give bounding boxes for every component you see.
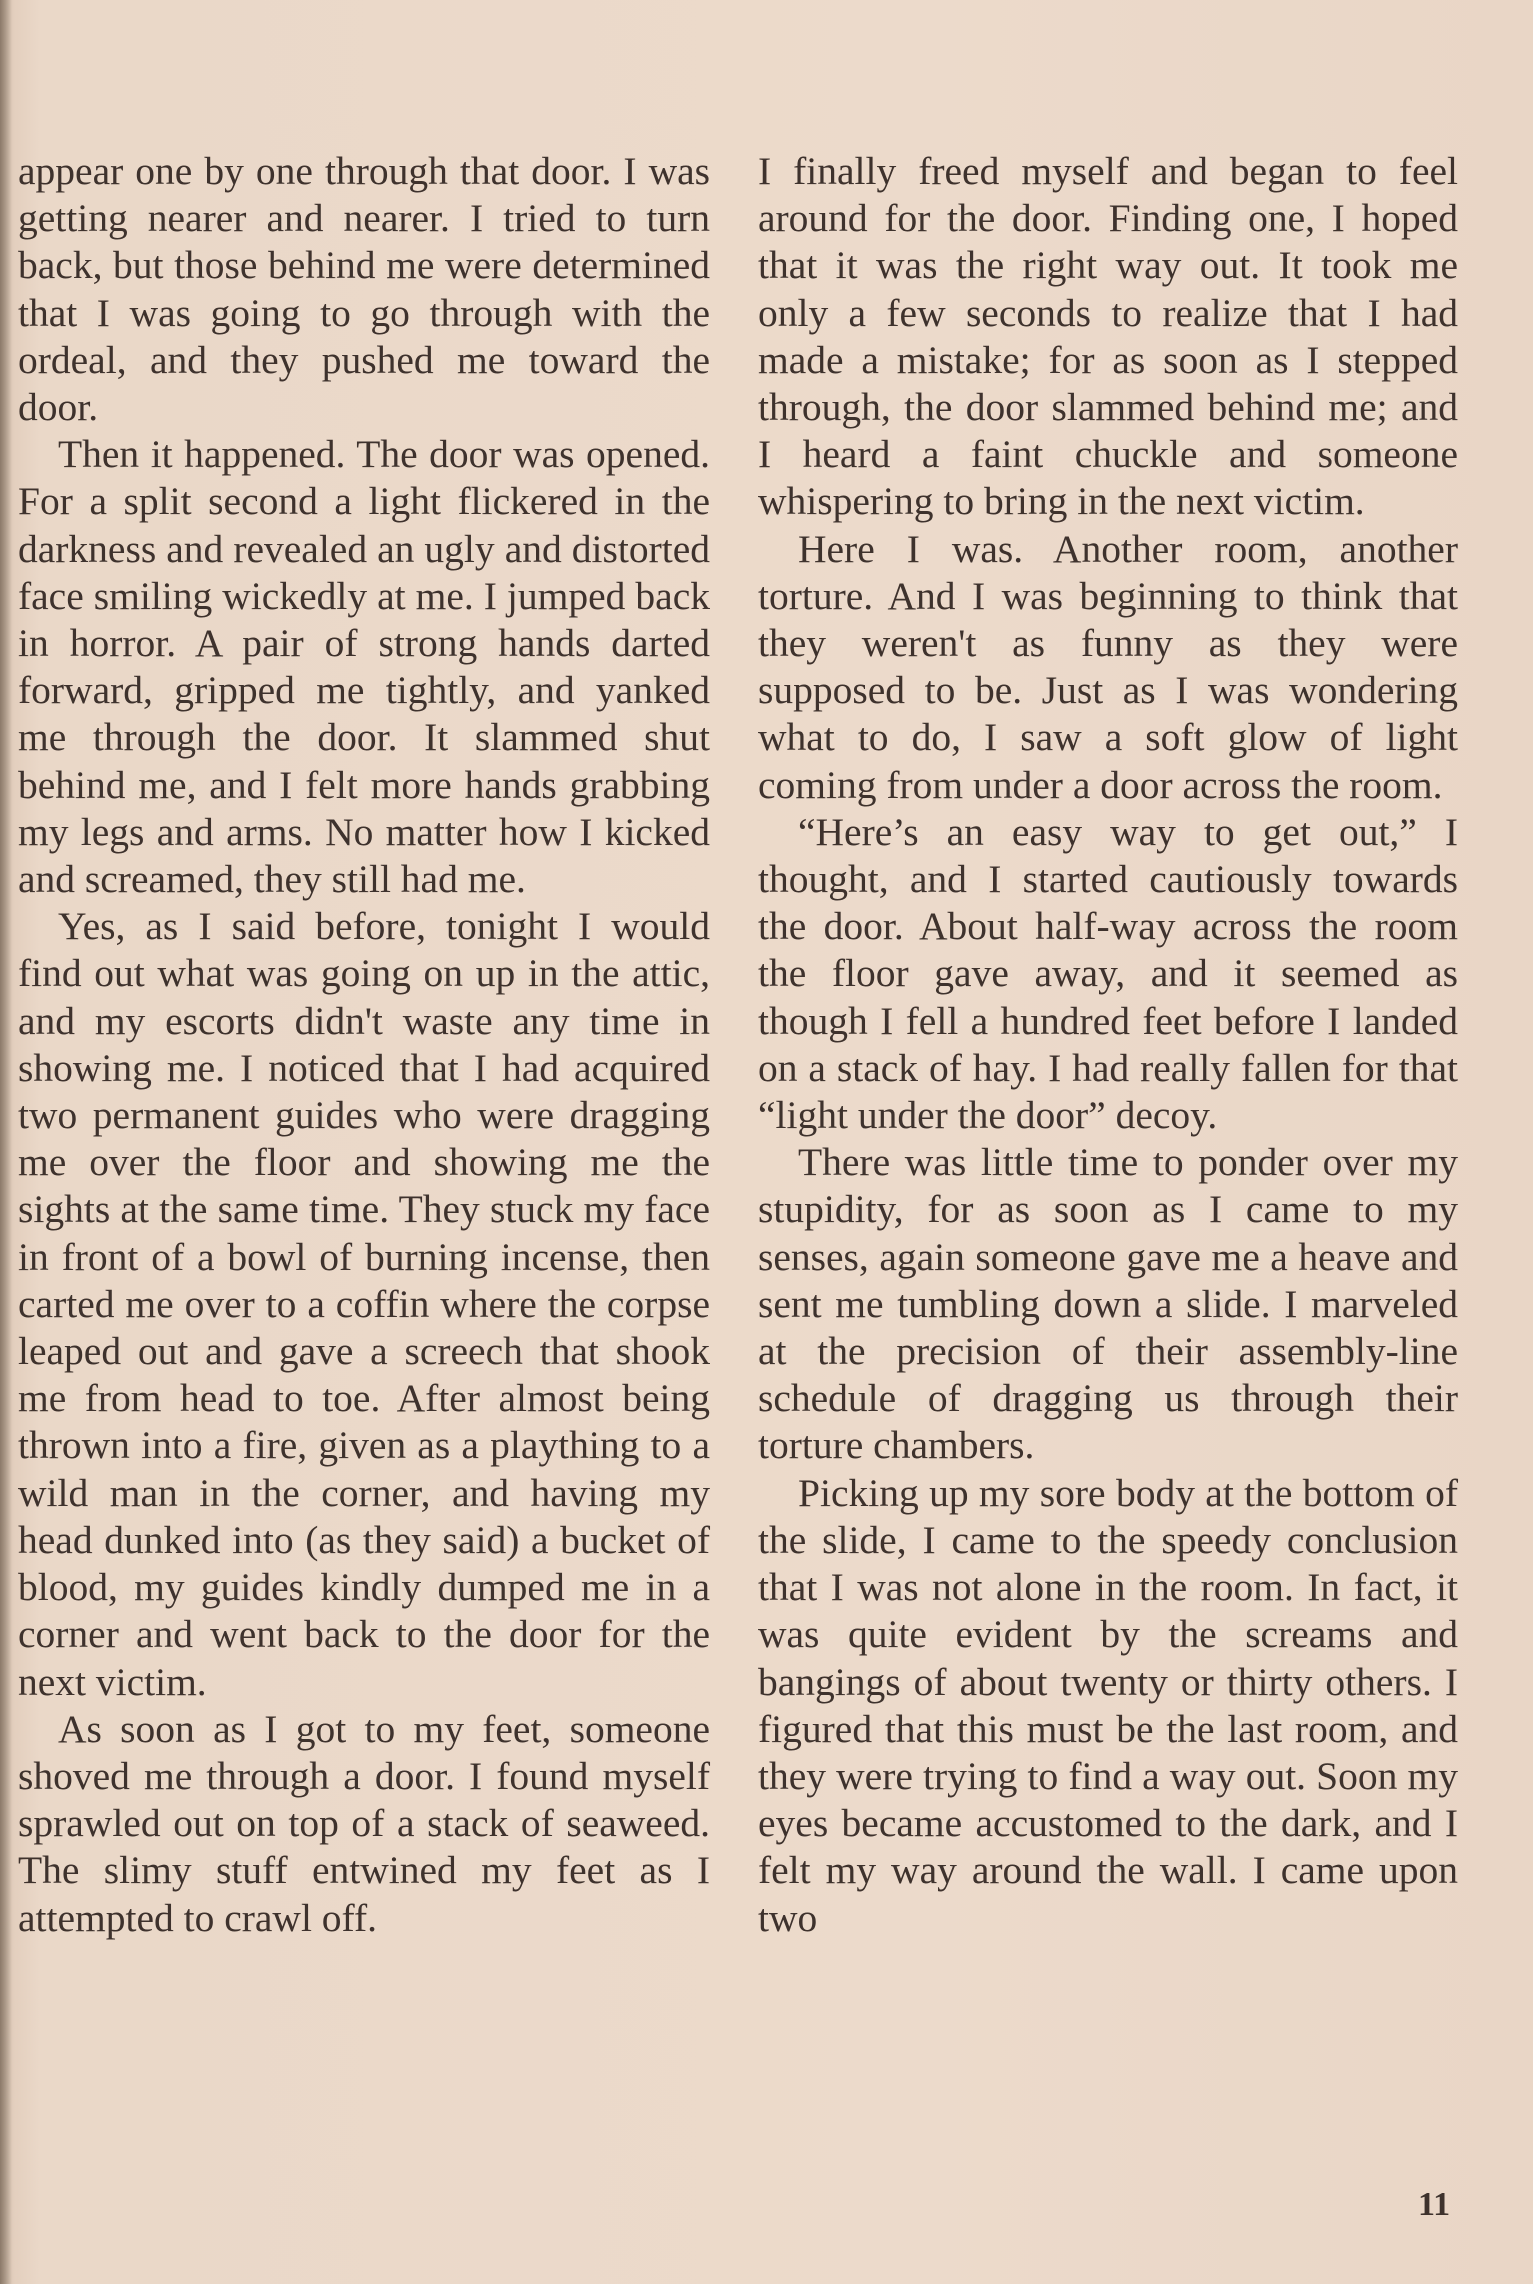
binding-shadow — [0, 0, 12, 2284]
right-text-column — [758, 148, 1458, 1942]
paragraph: As soon as I got to my feet, someone shoved me through a door. I found myself sprawled out on top of a stack of seaweed. The slimy stuff entwined my feet as I attempted to crawl off. — [18, 1706, 710, 1940]
paragraph: Picking up my sore body at the bottom of the slide, I came to the speedy conclusion that I was not alone in the room. In fact, it was quite evident by the screams and bangings of about twenty or thirty others. I figured that this must be the last room, and they were trying to find a way out. Soon my eyes became accustomed to the dark, and I felt my way around the wall. I came upon two — [758, 1470, 1458, 1940]
left-text-column — [18, 148, 710, 1942]
page-number: 11 — [1418, 2186, 1451, 2223]
paragraph: Then it happened. The door was opened. For a split second a light flickered in the darkness and revealed an ugly and distorted face smiling wickedly at me. I jumped back in horror. A pair of strong hands darted forward, gripped me tightly, and yanked me through the door. It slammed shut behind me, and I felt more hands grabbing my legs and arms. No matter how I kicked and screamed, they still had me. — [18, 432, 710, 902]
paragraph: There was little time to ponder over my stupidity, for as soon as I came to my senses, again someone gave me a heave and sent me tumbling down a slide. I marveled at the precision of their assembly-line schedule of dragging us through their torture chambers. — [758, 1140, 1458, 1468]
paragraph: Here I was. Another room, another torture. And I was beginning to think that they weren't as funny as they were supposed to be. Just as I was wondering what to do, I saw a soft glow of light coming from under a door across the room. — [758, 526, 1458, 807]
paragraph: I finally freed myself and began to feel around for the door. Finding one, I hoped that it was the right way out. It took me only a few seconds to realize that I had made a mistake; for as soon as I stepped through, the door slammed behind me; and I heard a faint chuckle and someone whispering to bring in the next victim. — [758, 149, 1458, 524]
paragraph: “Here’s an easy way to get out,” I thought, and I started cautiously towards the door. About half-way across the room the floor gave away, and it seemed as though I fell a hundred feet before I landed on a stack of hay. I had really fallen for that “light under the door” decoy. — [758, 809, 1458, 1138]
paragraph: appear one by one through that door. I was getting nearer and nearer. I tried to turn back, but those behind me were determined that I was going to go through with the ordeal, and they pushed me toward the door. — [18, 149, 710, 430]
paragraph: Yes, as I said before, tonight I would find out what was going on up in the attic, and my escorts didn't waste any time in showing me. I noticed that I had acquired two permanent guides who were dragging me over the floor and showing me the sights at the same time. They stuck my face in front of a bowl of burning incense, then carted me over to a coffin where the corpse leaped out and gave a screech that shook me from head to toe. After almost being thrown into a fire, given as a plaything to a wild man in the corner, and having my head dunked into (as they said) a bucket of blood, my guides kindly dumped me in a corner and went back to the door for the next victim. — [18, 904, 710, 1704]
